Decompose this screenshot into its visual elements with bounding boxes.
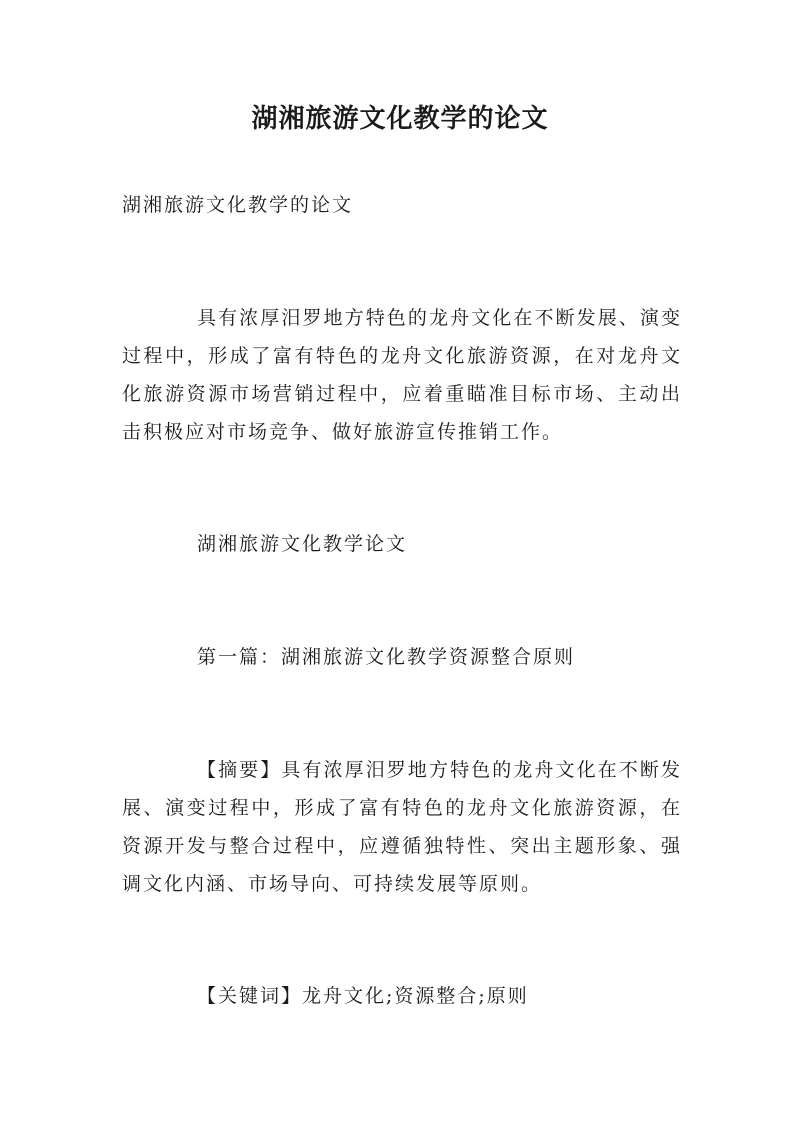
chapter-heading: 第一篇：湖湘旅游文化教学资源整合原则 [197, 646, 576, 668]
abstract-paragraph: 【摘要】具有浓厚汨罗地方特色的龙舟文化在不断发展、演变过程中，形成了富有特色的龙舟文化旅游资源，在资源开发与整合过程中，应遵循独特性、突出主题形象、强调文化内涵、市场导向、可持续发展等原则。 [122, 759, 682, 895]
document-title: 湖湘旅游文化教学的论文 [251, 104, 549, 134]
section-heading: 湖湘旅游文化教学论文 [197, 533, 408, 555]
keywords-line: 【关键词】龙舟文化;资源整合;原则 [197, 985, 529, 1007]
document-subtitle: 湖湘旅游文化教学的论文 [122, 194, 354, 216]
intro-paragraph: 具有浓厚汨罗地方特色的龙舟文化在不断发展、演变过程中，形成了富有特色的龙舟文化旅游资源，在对龙舟文化旅游资源市场营销过程中，应着重瞄准目标市场、主动出击积极应对市场竞争、做好旅游宣传推销工作。 [122, 307, 682, 443]
